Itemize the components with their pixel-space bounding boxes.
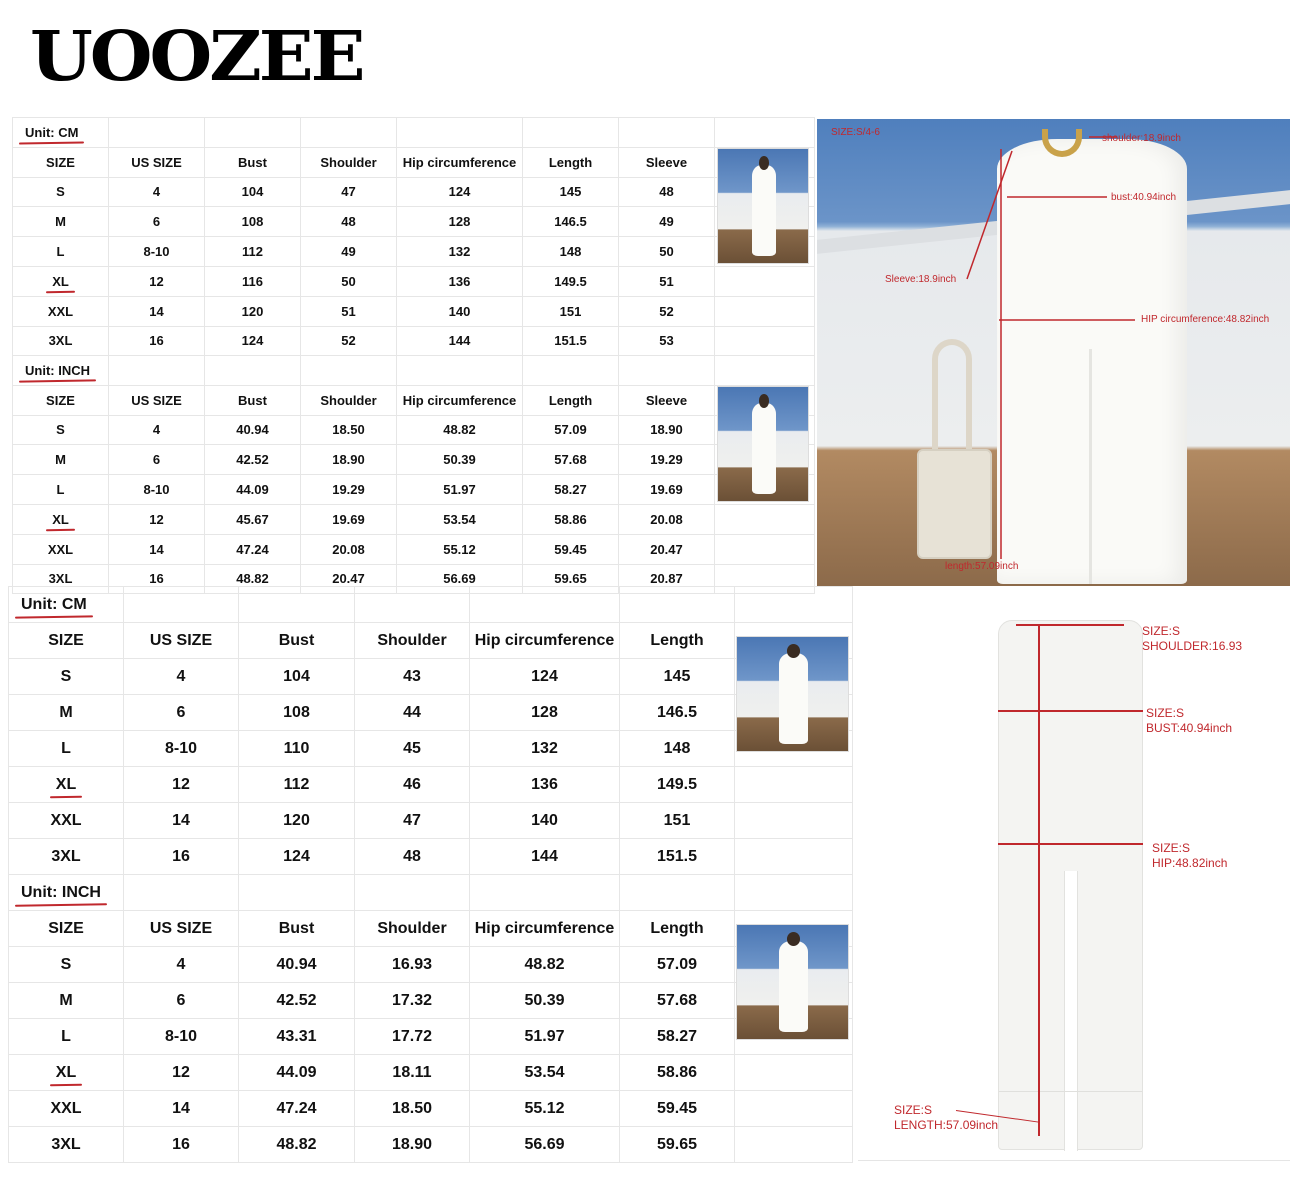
empty-cell	[735, 1055, 853, 1091]
empty-cell	[205, 356, 301, 386]
empty-cell	[109, 356, 205, 386]
empty-cell	[301, 118, 397, 148]
column-header: Hip circumference	[397, 385, 523, 415]
value-cell: 18.90	[301, 445, 397, 475]
column-header: US SIZE	[109, 147, 205, 177]
value-cell: 16	[109, 564, 205, 594]
photo-hip-label: HIP circumference:48.82inch	[1141, 314, 1270, 325]
column-header: SIZE	[13, 385, 109, 415]
size-table-inch-long-sleeve	[12, 355, 815, 594]
empty-cell	[735, 1127, 853, 1163]
empty-cell	[735, 587, 853, 623]
value-cell: 16	[109, 326, 205, 356]
unit-label: Unit: INCH	[25, 362, 90, 378]
size-cell	[13, 504, 109, 534]
empty-cell	[715, 266, 815, 296]
value-cell: 40.94	[205, 415, 301, 445]
value-cell: 6	[124, 983, 239, 1019]
column-header: Hip circumference	[470, 911, 620, 947]
empty-cell	[620, 587, 735, 623]
value-cell: 55.12	[470, 1091, 620, 1127]
empty-cell	[715, 504, 815, 534]
empty-cell	[735, 803, 853, 839]
value-cell: 6	[109, 207, 205, 237]
size-table-inch-sleeveless	[8, 874, 853, 1163]
model-thumbnail	[736, 636, 849, 752]
value-cell: 151.5	[523, 326, 619, 356]
value-cell: 51	[619, 266, 715, 296]
size-table-cm-long-sleeve	[12, 117, 815, 356]
value-cell: 136	[397, 266, 523, 296]
value-cell: 12	[124, 767, 239, 803]
size-cell: XXL	[9, 1091, 124, 1127]
unit-row	[9, 587, 853, 623]
value-cell: 4	[124, 659, 239, 695]
value-cell: 57.09	[620, 947, 735, 983]
value-cell: 18.11	[355, 1055, 470, 1091]
value-cell: 44	[355, 695, 470, 731]
value-cell: 53	[619, 326, 715, 356]
empty-cell	[397, 356, 523, 386]
value-cell: 18.90	[355, 1127, 470, 1163]
value-cell: 44.09	[239, 1055, 355, 1091]
model-thumbnail	[717, 386, 809, 502]
flat-hip-label: SIZE:S HIP:48.82inch	[1152, 841, 1228, 870]
table-row	[13, 415, 815, 445]
flat-length-label: SIZE:S LENGTH:57.09inch	[894, 1103, 999, 1132]
table-row	[9, 731, 853, 767]
size-table-cm-sleeveless	[8, 586, 853, 875]
column-header: Length	[620, 911, 735, 947]
flat-bust-label: SIZE:S BUST:40.94inch	[1146, 706, 1233, 735]
highlighted-size: XL	[55, 1063, 77, 1081]
column-header: Bust	[205, 147, 301, 177]
value-cell: 104	[239, 659, 355, 695]
value-cell: 14	[124, 803, 239, 839]
value-cell: 18.50	[355, 1091, 470, 1127]
value-cell: 40.94	[239, 947, 355, 983]
value-cell: 6	[124, 695, 239, 731]
value-cell: 146.5	[620, 695, 735, 731]
value-cell: 120	[205, 296, 301, 326]
model-thumbnail	[717, 148, 809, 264]
empty-cell	[715, 356, 815, 386]
value-cell: 110	[239, 731, 355, 767]
size-cell: 3XL	[13, 564, 109, 594]
column-header: Length	[523, 385, 619, 415]
value-cell: 53.54	[470, 1055, 620, 1091]
value-cell: 16	[124, 1127, 239, 1163]
table-row	[13, 207, 815, 237]
table-row	[9, 659, 853, 695]
empty-cell	[239, 875, 355, 911]
table-row	[9, 1055, 853, 1091]
empty-cell	[619, 356, 715, 386]
value-cell: 58.86	[523, 504, 619, 534]
value-cell: 47	[301, 177, 397, 207]
value-cell: 18.50	[301, 415, 397, 445]
table-row	[9, 1091, 853, 1127]
value-cell: 44.09	[205, 475, 301, 505]
table-row	[13, 237, 815, 267]
value-cell: 52	[301, 326, 397, 356]
value-cell: 51	[301, 296, 397, 326]
size-cell	[13, 266, 109, 296]
table-row	[9, 1127, 853, 1163]
value-cell: 108	[205, 207, 301, 237]
column-header: Shoulder	[301, 147, 397, 177]
value-cell: 14	[109, 534, 205, 564]
value-cell: 104	[205, 177, 301, 207]
column-header: Shoulder	[355, 911, 470, 947]
value-cell: 17.32	[355, 983, 470, 1019]
unit-cell	[9, 587, 124, 623]
value-cell: 8-10	[109, 475, 205, 505]
column-header: Bust	[239, 911, 355, 947]
value-cell: 124	[205, 326, 301, 356]
value-cell: 16	[124, 839, 239, 875]
value-cell: 146.5	[523, 207, 619, 237]
photo-sleeve-label: Sleeve:18.9inch	[885, 274, 957, 285]
unit-row	[13, 356, 815, 386]
size-cell: S	[13, 415, 109, 445]
empty-cell	[735, 839, 853, 875]
empty-cell	[715, 296, 815, 326]
empty-cell	[715, 118, 815, 148]
value-cell: 132	[397, 237, 523, 267]
unit-cell	[13, 118, 109, 148]
value-cell: 48	[355, 839, 470, 875]
table-row	[13, 266, 815, 296]
highlighted-size: XL	[55, 775, 77, 793]
unit-row	[9, 875, 853, 911]
empty-cell	[523, 118, 619, 148]
size-cell: 3XL	[13, 326, 109, 356]
empty-cell	[470, 587, 620, 623]
value-cell: 47	[355, 803, 470, 839]
value-cell: 19.69	[301, 504, 397, 534]
value-cell: 148	[523, 237, 619, 267]
value-cell: 49	[619, 207, 715, 237]
column-header: Hip circumference	[470, 623, 620, 659]
column-header: US SIZE	[124, 623, 239, 659]
value-cell: 140	[470, 803, 620, 839]
value-cell: 47.24	[205, 534, 301, 564]
value-cell: 148	[620, 731, 735, 767]
value-cell: 43.31	[239, 1019, 355, 1055]
highlighted-size: XL	[52, 273, 69, 289]
value-cell: 48.82	[239, 1127, 355, 1163]
value-cell: 132	[470, 731, 620, 767]
size-cell: M	[13, 445, 109, 475]
value-cell: 50.39	[470, 983, 620, 1019]
value-cell: 49	[301, 237, 397, 267]
table-row	[13, 326, 815, 356]
empty-cell	[470, 875, 620, 911]
value-cell: 4	[109, 415, 205, 445]
value-cell: 59.65	[523, 564, 619, 594]
empty-cell	[735, 1091, 853, 1127]
value-cell: 20.08	[619, 504, 715, 534]
size-cell: L	[9, 1019, 124, 1055]
empty-cell	[239, 587, 355, 623]
unit-label: Unit: CM	[25, 124, 79, 140]
value-cell: 4	[124, 947, 239, 983]
table-row	[9, 947, 853, 983]
column-header: Length	[523, 147, 619, 177]
value-cell: 20.47	[301, 564, 397, 594]
measurement-lines	[817, 119, 1290, 586]
value-cell: 14	[124, 1091, 239, 1127]
value-cell: 124	[397, 177, 523, 207]
value-cell: 20.87	[619, 564, 715, 594]
photo-shoulder-label: shoulder:18.9inch	[1102, 133, 1181, 144]
value-cell: 16.93	[355, 947, 470, 983]
value-cell: 50	[301, 266, 397, 296]
value-cell: 51.97	[397, 475, 523, 505]
header-row	[13, 147, 815, 177]
photo-length-label: length:57.09inch	[945, 561, 1019, 572]
value-cell: 50	[619, 237, 715, 267]
value-cell: 59.45	[620, 1091, 735, 1127]
column-header: US SIZE	[124, 911, 239, 947]
value-cell: 57.09	[523, 415, 619, 445]
value-cell: 18.90	[619, 415, 715, 445]
size-cell: L	[13, 475, 109, 505]
value-cell: 48.82	[470, 947, 620, 983]
value-cell: 112	[239, 767, 355, 803]
empty-cell	[205, 118, 301, 148]
empty-cell	[109, 118, 205, 148]
value-cell: 20.08	[301, 534, 397, 564]
model-photo-measurements	[817, 119, 1290, 586]
empty-cell	[715, 534, 815, 564]
empty-cell	[301, 356, 397, 386]
highlighted-size: XL	[52, 511, 69, 527]
empty-cell	[355, 875, 470, 911]
flat-garment-measurements	[858, 590, 1290, 1160]
value-cell: 42.52	[239, 983, 355, 1019]
column-header: SIZE	[13, 147, 109, 177]
size-cell: M	[9, 983, 124, 1019]
value-cell: 19.29	[619, 445, 715, 475]
value-cell: 128	[470, 695, 620, 731]
value-cell: 124	[470, 659, 620, 695]
value-cell: 124	[239, 839, 355, 875]
value-cell: 12	[124, 1055, 239, 1091]
column-header: Sleeve	[619, 147, 715, 177]
column-header: Bust	[205, 385, 301, 415]
header-row	[9, 623, 853, 659]
empty-cell	[715, 326, 815, 356]
divider	[858, 1160, 1290, 1161]
column-header: Hip circumference	[397, 147, 523, 177]
table-row	[9, 983, 853, 1019]
unit-cell	[9, 875, 124, 911]
size-cell: L	[13, 237, 109, 267]
value-cell: 8-10	[109, 237, 205, 267]
size-cell: L	[9, 731, 124, 767]
size-cell: M	[9, 695, 124, 731]
value-cell: 45.67	[205, 504, 301, 534]
value-cell: 59.65	[620, 1127, 735, 1163]
table-row	[13, 296, 815, 326]
value-cell: 57.68	[523, 445, 619, 475]
table-row	[13, 534, 815, 564]
value-cell: 12	[109, 266, 205, 296]
column-header: Shoulder	[355, 623, 470, 659]
value-cell: 58.27	[620, 1019, 735, 1055]
value-cell: 45	[355, 731, 470, 767]
value-cell: 58.27	[523, 475, 619, 505]
table-row	[9, 839, 853, 875]
value-cell: 108	[239, 695, 355, 731]
value-cell: 51.97	[470, 1019, 620, 1055]
empty-cell	[523, 356, 619, 386]
value-cell: 145	[620, 659, 735, 695]
value-cell: 145	[523, 177, 619, 207]
column-header: SIZE	[9, 911, 124, 947]
column-header: Sleeve	[619, 385, 715, 415]
value-cell: 46	[355, 767, 470, 803]
empty-cell	[620, 875, 735, 911]
size-cell: XXL	[13, 296, 109, 326]
value-cell: 112	[205, 237, 301, 267]
value-cell: 59.45	[523, 534, 619, 564]
value-cell: 144	[397, 326, 523, 356]
value-cell: 47.24	[239, 1091, 355, 1127]
value-cell: 151	[620, 803, 735, 839]
value-cell: 19.29	[301, 475, 397, 505]
value-cell: 149.5	[523, 266, 619, 296]
value-cell: 4	[109, 177, 205, 207]
value-cell: 19.69	[619, 475, 715, 505]
value-cell: 50.39	[397, 445, 523, 475]
size-cell: XXL	[9, 803, 124, 839]
unit-label: Unit: INCH	[21, 883, 101, 901]
empty-cell	[735, 767, 853, 803]
value-cell: 8-10	[124, 1019, 239, 1055]
size-cell	[9, 1055, 124, 1091]
column-header: Length	[620, 623, 735, 659]
brand-logo: UOOZEE	[30, 15, 363, 96]
value-cell: 43	[355, 659, 470, 695]
value-cell: 56.69	[397, 564, 523, 594]
table-row	[9, 695, 853, 731]
table-row	[13, 504, 815, 534]
table-row	[13, 475, 815, 505]
empty-cell	[124, 587, 239, 623]
model-thumbnail	[736, 924, 849, 1040]
value-cell: 55.12	[397, 534, 523, 564]
value-cell: 151	[523, 296, 619, 326]
value-cell: 17.72	[355, 1019, 470, 1055]
value-cell: 57.68	[620, 983, 735, 1019]
unit-row	[13, 118, 815, 148]
value-cell: 48	[619, 177, 715, 207]
size-cell: S	[9, 659, 124, 695]
photo-bust-label: bust:40.94inch	[1111, 192, 1177, 203]
column-header: Shoulder	[301, 385, 397, 415]
size-cell: S	[13, 177, 109, 207]
value-cell: 48	[301, 207, 397, 237]
header-row	[9, 911, 853, 947]
photo-size-label: SIZE:S/4-6	[831, 127, 880, 138]
size-cell: 3XL	[9, 1127, 124, 1163]
value-cell: 14	[109, 296, 205, 326]
value-cell: 52	[619, 296, 715, 326]
value-cell: 12	[109, 504, 205, 534]
size-cell: M	[13, 207, 109, 237]
value-cell: 128	[397, 207, 523, 237]
value-cell: 53.54	[397, 504, 523, 534]
unit-cell	[13, 356, 109, 386]
value-cell: 48.82	[397, 415, 523, 445]
column-header: SIZE	[9, 623, 124, 659]
column-header: US SIZE	[109, 385, 205, 415]
empty-cell	[124, 875, 239, 911]
column-header: Bust	[239, 623, 355, 659]
value-cell: 6	[109, 445, 205, 475]
table-row	[9, 767, 853, 803]
empty-cell	[619, 118, 715, 148]
empty-cell	[397, 118, 523, 148]
value-cell: 149.5	[620, 767, 735, 803]
value-cell: 116	[205, 266, 301, 296]
value-cell: 144	[470, 839, 620, 875]
empty-cell	[735, 875, 853, 911]
size-cell	[9, 767, 124, 803]
value-cell: 58.86	[620, 1055, 735, 1091]
value-cell: 120	[239, 803, 355, 839]
value-cell: 151.5	[620, 839, 735, 875]
table-row	[13, 445, 815, 475]
size-cell: XXL	[13, 534, 109, 564]
value-cell: 56.69	[470, 1127, 620, 1163]
flat-shoulder-label: SIZE:S SHOULDER:16.93	[1142, 624, 1243, 653]
header-row	[13, 385, 815, 415]
table-row	[13, 177, 815, 207]
value-cell: 20.47	[619, 534, 715, 564]
table-row	[9, 1019, 853, 1055]
value-cell: 140	[397, 296, 523, 326]
size-cell: S	[9, 947, 124, 983]
value-cell: 48.82	[205, 564, 301, 594]
value-cell: 136	[470, 767, 620, 803]
size-cell: 3XL	[9, 839, 124, 875]
value-cell: 8-10	[124, 731, 239, 767]
empty-cell	[355, 587, 470, 623]
table-row	[9, 803, 853, 839]
value-cell: 42.52	[205, 445, 301, 475]
unit-label: Unit: CM	[21, 595, 87, 613]
